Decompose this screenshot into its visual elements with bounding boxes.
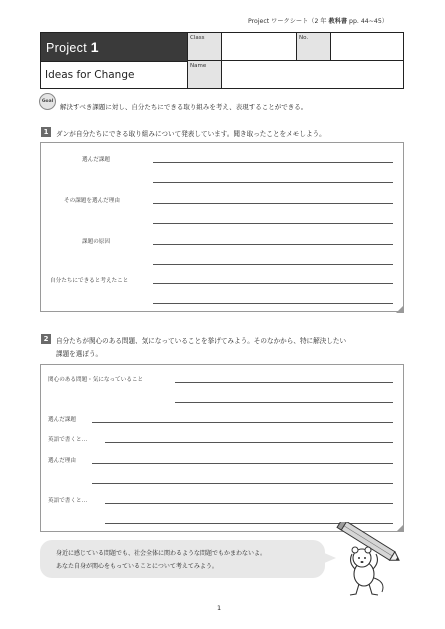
q1-write-line[interactable] xyxy=(153,203,393,204)
q2-write-line[interactable] xyxy=(92,422,393,423)
question1-number: 1 xyxy=(41,127,51,137)
q1-write-line[interactable] xyxy=(153,162,393,163)
q2-row-label-topic: 選んだ課題 xyxy=(48,417,76,423)
q2-write-line[interactable] xyxy=(92,463,393,464)
question2-number: 2 xyxy=(41,334,51,344)
q1-row-label-topic: 選んだ課題 xyxy=(82,157,110,163)
reference-post: pp. 44~45） xyxy=(349,18,388,25)
q1-write-line[interactable] xyxy=(153,223,393,224)
q2-write-line[interactable] xyxy=(105,442,393,443)
question2-text-line2: 課題を選ぼう。 xyxy=(56,350,103,358)
page-number: 1 xyxy=(217,604,222,612)
q1-write-line[interactable] xyxy=(153,264,393,265)
reference-bold: 教科書 xyxy=(328,18,348,25)
textbook-reference xyxy=(248,16,388,25)
q1-write-line[interactable] xyxy=(153,303,393,304)
q2-write-line[interactable] xyxy=(175,382,393,383)
no-label: No. xyxy=(296,33,330,61)
project-number: 1 xyxy=(90,39,99,55)
name-label: Name xyxy=(187,61,221,88)
speech-bubble xyxy=(40,540,325,578)
q2-write-line[interactable] xyxy=(105,503,393,504)
q1-write-line[interactable] xyxy=(153,283,393,284)
project-subtitle: Ideas for Change xyxy=(41,61,187,88)
bubble-text-line2: あなた自身が関心をもっていることについて考えてみよう。 xyxy=(56,563,218,570)
q2-row-label-reason: 選んだ理由 xyxy=(48,458,76,464)
question2-text-line1: 自分たちが関心のある問題、気になっていることを挙げてみよう。そのなかから、特に解決したい xyxy=(56,337,347,345)
no-field[interactable] xyxy=(330,33,403,61)
project-word: Project xyxy=(46,41,88,55)
project-title xyxy=(41,33,187,61)
bubble-text-line1: 身近に感じている問題でも、社会全体に関わるような問題でもかまわないよ。 xyxy=(56,550,267,557)
goal-text: 解決すべき課題に対し、自分たちにできる取り組みを考え、表現することができる。 xyxy=(60,103,308,111)
q1-write-line[interactable] xyxy=(153,182,393,183)
q2-row-label-english: 英語で書くと… xyxy=(48,437,88,443)
class-label: Class xyxy=(187,33,221,61)
q2-write-line[interactable] xyxy=(92,483,393,484)
goal-badge: Goal xyxy=(39,93,56,110)
q2-write-line[interactable] xyxy=(175,402,393,403)
q2-row-label-english: 英語で書くと… xyxy=(48,498,88,504)
q2-row-label-interest: 関心のある問題・気になっていること xyxy=(48,377,144,383)
reference-pre: Project ワークシート（2 年 xyxy=(248,18,327,25)
question1-box xyxy=(40,142,404,312)
title-table xyxy=(40,32,404,89)
class-field[interactable] xyxy=(221,33,296,61)
q1-row-label-cause: 課題の原因 xyxy=(82,239,110,245)
mascot-pencil-icon xyxy=(332,522,404,598)
name-field[interactable] xyxy=(221,61,403,88)
q1-row-label-action: 自分たちにできると考えたこと xyxy=(50,278,129,284)
question2-box xyxy=(40,364,404,532)
question1-text: ダンが自分たちにできる取り組みについて発表しています。聞き取ったことをメモしよう。 xyxy=(56,130,326,138)
q1-row-label-reason: その課題を選んだ理由 xyxy=(64,198,120,204)
page-fold-corner xyxy=(396,305,404,313)
table-divider xyxy=(187,60,403,61)
q1-write-line[interactable] xyxy=(153,244,393,245)
